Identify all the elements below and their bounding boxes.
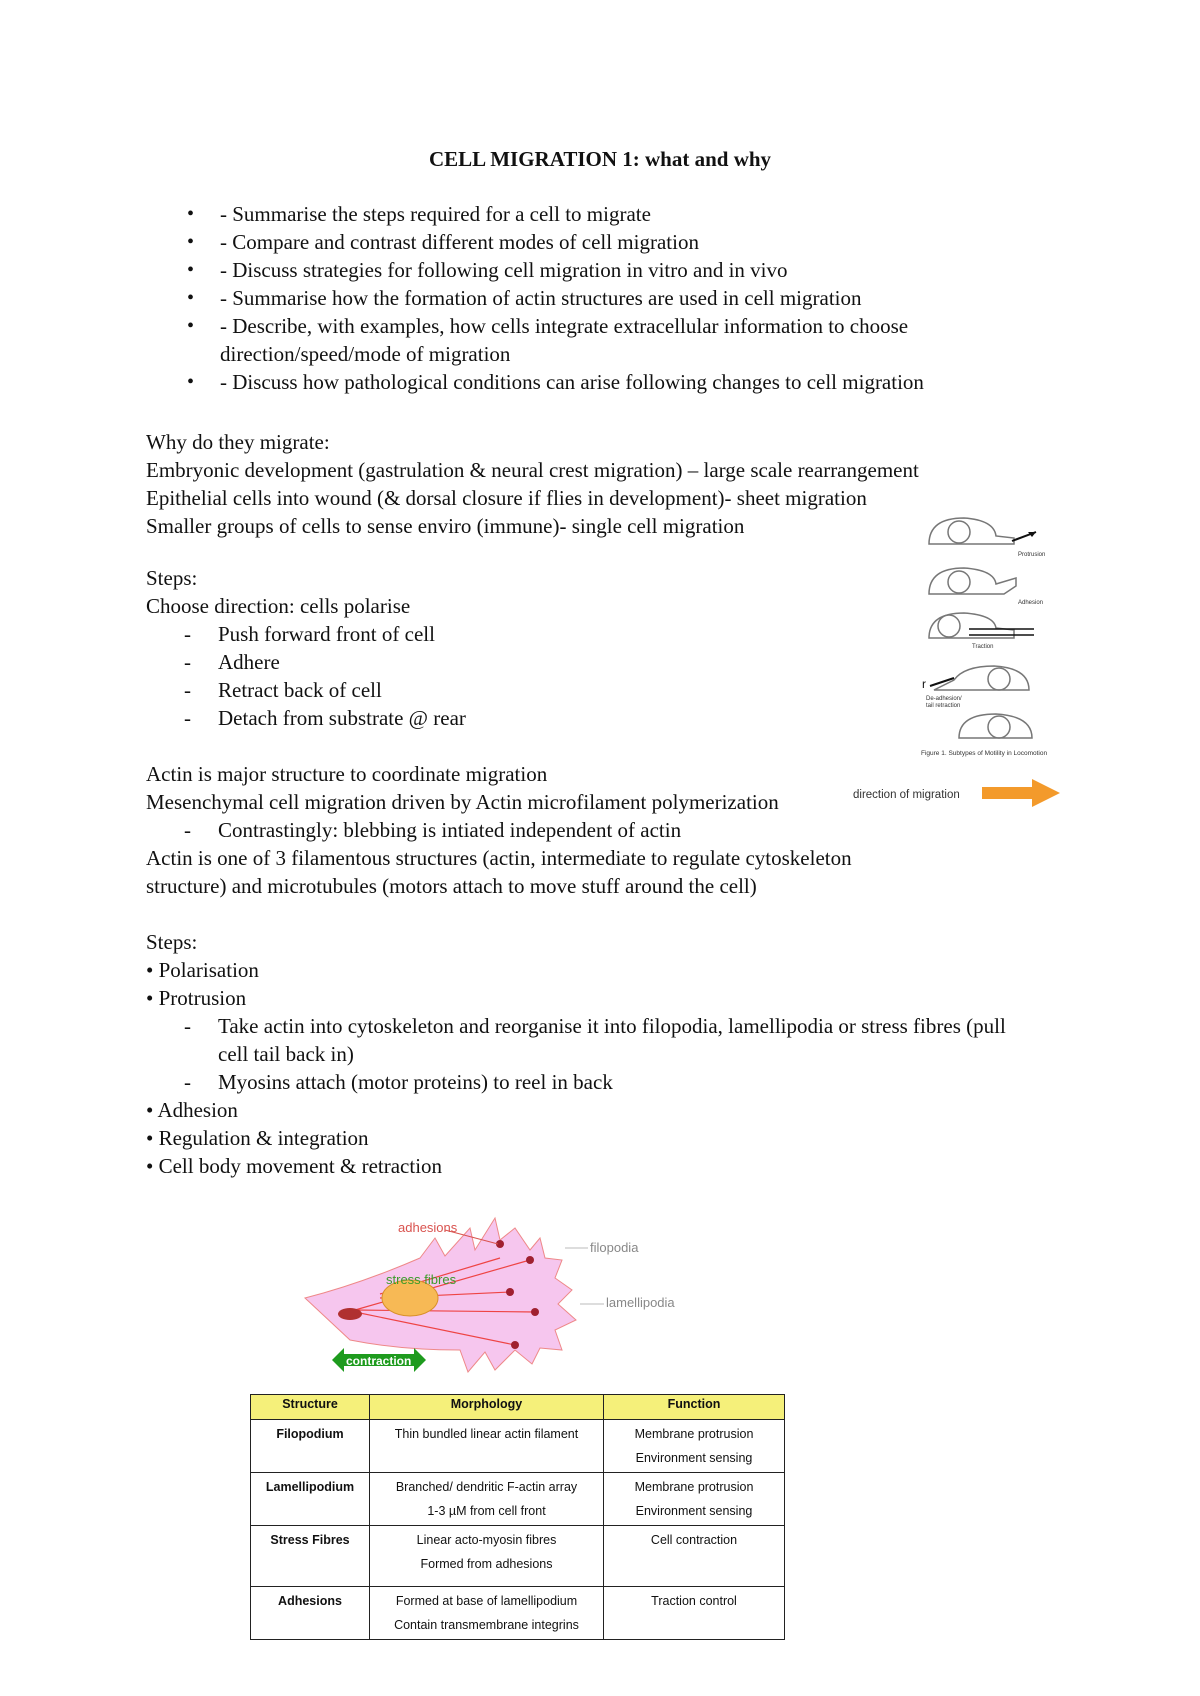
actin-line: Actin is one of 3 filamentous structures (actin, intermediate to regulate cytoskeleton [146,846,852,870]
step-item: - Retract back of cell [146,676,1046,704]
label-stress-fibres: stress fibres [386,1272,457,1287]
step-polarisation: • Polarisation [146,958,259,982]
function-text: Environment sensing [635,1451,753,1465]
loco-label-traction: Traction [972,644,994,650]
function-text: Environment sensing [635,1504,753,1518]
table-header: Function [604,1395,785,1420]
steps-heading: Steps: [146,566,198,590]
learning-objectives [180,200,1080,396]
steps2-heading: Steps: [146,930,198,954]
direction-arrow-icon [982,779,1060,807]
label-contraction: contraction [346,1354,412,1368]
cell-structure-diagram [300,1200,720,1380]
function-text: Cell contraction [650,1533,738,1547]
function-text: Traction control [651,1594,737,1608]
actin-line: structure) and microtubules (motors attach to move stuff around the cell) [146,874,757,898]
list-item: • - Compare and contrast different modes of cell migration [180,228,1080,256]
morphology-text: Linear acto-myosin fibres [416,1533,557,1547]
label-filopodia: filopodia [590,1240,639,1255]
morphology-text: 1-3 µM from cell front [427,1504,546,1518]
loco-label-deadhesion: De-adhesion/ [926,696,962,702]
why-section [146,428,1046,540]
page-title: CELL MIGRATION 1: what and why [428,147,772,171]
steps-section [146,564,1046,732]
morphology-text: Branched/ dendritic F-actin array [395,1480,578,1494]
loco-label-protrusion: Protrusion [1018,552,1046,558]
function-text: Membrane protrusion [634,1480,754,1494]
step-protrusion: • Protrusion [146,986,247,1010]
function-text: Membrane protrusion [634,1427,754,1441]
loco-label-tail: tail retraction [926,703,961,709]
stray-mark: r [922,677,926,691]
cell-outline-1 [929,518,1014,544]
label-lamellipodia: lamellipodia [606,1295,675,1310]
morphology-text: Formed from adhesions [420,1557,553,1571]
list-item: • - Discuss how pathological conditions can arise following changes to cell migration [180,368,1080,396]
morphology-text: Formed at base of lamellipodium [395,1594,578,1608]
table-header: Structure [251,1395,370,1420]
step-adhesion: • Adhesion [146,1098,238,1122]
table-row [251,1420,785,1473]
actin-line: Actin is major structure to coordinate migration [146,762,548,786]
table-row [251,1587,785,1640]
why-line: Embryonic development (gastrulation & neural crest migration) – large scale rearrangement [146,458,919,482]
structure-name: Lamellipodium [265,1480,355,1494]
step-movement: • Cell body movement & retraction [146,1154,443,1178]
steps-intro: Choose direction: cells polarise [146,594,411,618]
list-item: • - Describe, with examples, how cells integrate extracellular information to choose direction/speed/mode of migration [180,312,1080,368]
list-item: • - Summarise the steps required for a cell to migrate [180,200,1080,228]
list-item: • - Summarise how the formation of actin structures are used in cell migration [180,284,1080,312]
structure-name: Stress Fibres [270,1533,350,1547]
step-item: - Push forward front of cell [146,620,1046,648]
actin-subpoint: - Contrastingly: blebbing is intiated independent of actin [146,816,1046,844]
protrusion-subpoint: - Myosins attach (motor proteins) to reel in back [146,1068,1046,1096]
actin-section [146,760,1046,900]
why-line: Smaller groups of cells to sense enviro (immune)- single cell migration [146,514,745,538]
protrusion-subpoint: - Take actin into cytoskeleton and reorganise it into filopodia, lamellipodia or stress fibres (pull cell tail back in) [146,1012,1038,1068]
direction-label: direction of migration [853,789,960,801]
loco-label-adhesion: Adhesion [1018,600,1044,606]
list-item: • - Discuss strategies for following cell migration in vitro and in vivo [180,256,1080,284]
structure-name: Adhesions [278,1594,342,1608]
steps2-section [146,928,1046,1180]
table-row [251,1473,785,1526]
structure-name: Filopodium [276,1427,344,1441]
morphology-text: Contain transmembrane integrins [394,1618,579,1632]
why-line: Epithelial cells into wound (& dorsal closure if flies in development)- sheet migration [146,486,867,510]
table-header: Morphology [370,1395,604,1420]
why-heading: Why do they migrate: [146,430,330,454]
step-item: - Detach from substrate @ rear [146,704,1046,732]
morphology-text: Thin bundled linear actin filament [394,1427,579,1441]
step-regulation: • Regulation & integration [146,1126,369,1150]
locomotion-figure [853,508,1169,808]
loco-caption: Figure 1. Subtypes of Motility in Locomotion [921,750,1048,757]
rear-organelle [338,1308,362,1320]
table-row [251,1526,785,1587]
label-adhesions: adhesions [398,1220,458,1235]
actin-line: Mesenchymal cell migration driven by Actin microfilament polymerization [146,790,779,814]
actin-structures-table [250,1394,785,1640]
step-item: - Adhere [146,648,1046,676]
